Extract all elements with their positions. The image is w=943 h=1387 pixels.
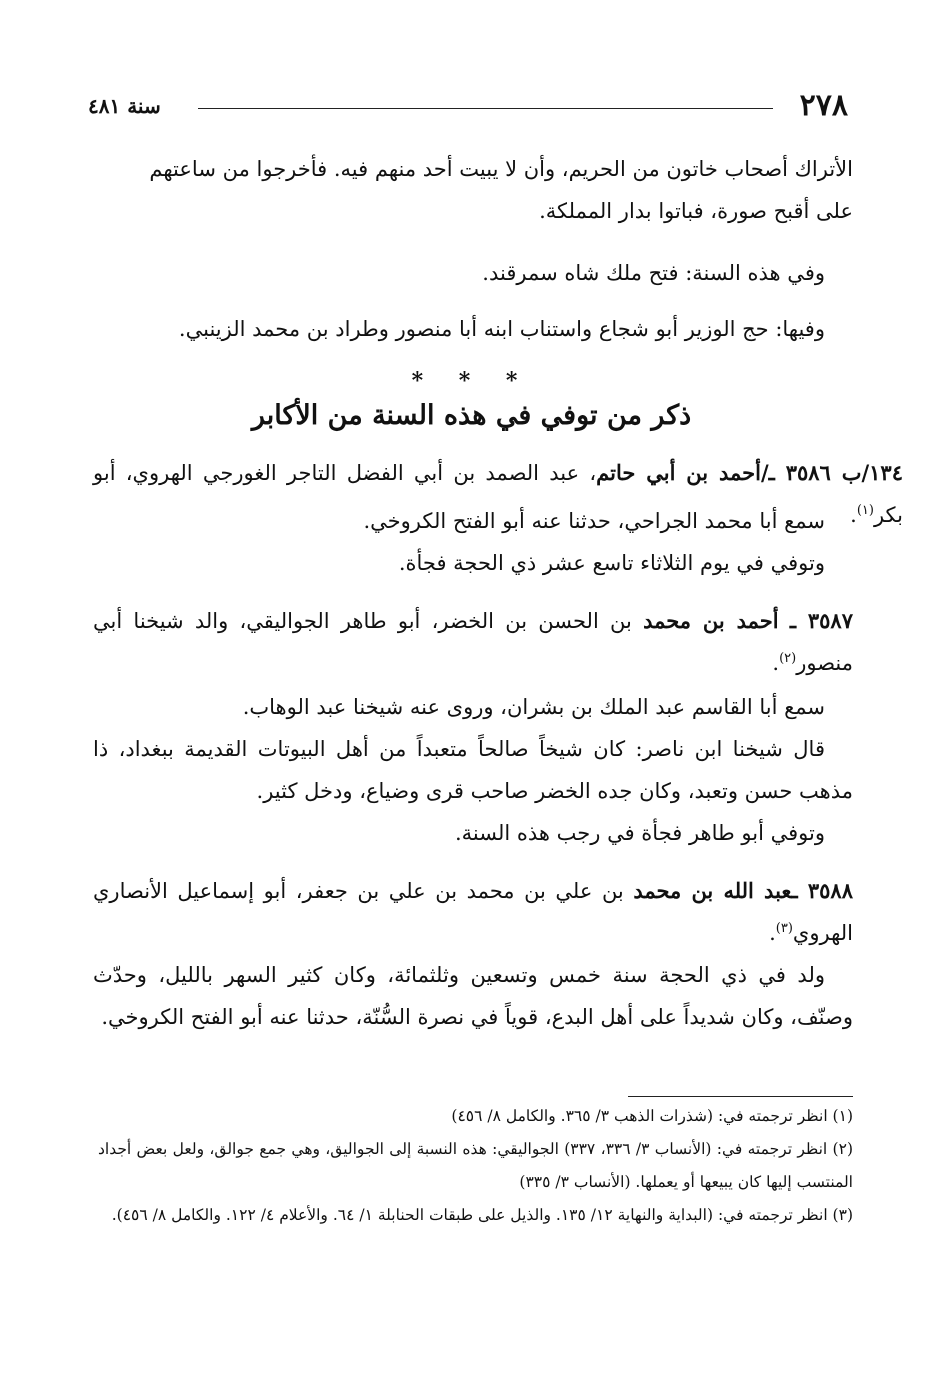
footnote-ref: (٢) xyxy=(779,651,797,666)
entry-3588 xyxy=(93,870,853,954)
entry-heading: ٣٥٨٧ ـ أحمد بن محمد بن الحسن بن الخضر، أبو طاهر الجواليقي، والد شيخنا أبي منصور$^{(٢)}$. xyxy=(93,608,853,675)
entry-3588-body xyxy=(93,954,853,1038)
section-title: ذكر من توفي في هذه السنة من الأكابر xyxy=(251,400,692,431)
intro-line-1: الأتراك أصحاب خاتون من الحريم، وأن لا يبيت أحد منهم فيه. فأخرجوا من ساعتهم xyxy=(149,157,853,181)
intro-paragraph xyxy=(93,148,853,232)
running-header xyxy=(88,88,848,128)
entry-paragraph: ولد في ذي الحجة سنة خمس وتسعين وثلثمائة، وكان كثير السهر بالليل، وحدّث وصنّف، وكان شديداً على أهل البدع، قوياً في نصرة السُّنّة، حدثنا عنه أبو الفتح الكروخي. xyxy=(93,963,853,1029)
entry-name: أحمد بن أبي حاتم xyxy=(596,460,761,485)
intro-p2: وفي هذه السنة: فتح ملك شاه سمرقند. xyxy=(482,261,825,285)
entry-paragraph: سمع أبا محمد الجراحي، حدثنا عنه أبو الفتح الكروخي. xyxy=(363,509,825,533)
entry-heading: ٣٥٨٨ ـعبد الله بن محمد بن علي بن محمد بن علي بن جعفر، أبو إسماعيل الأنصاري الهروي$^{(٣)}$. xyxy=(93,878,853,945)
entry-number: ٣٥٨٨ ـ xyxy=(791,878,853,903)
footnote-1: (١) انظر ترجمته في: (شذرات الذهب ٣/ ٣٦٥. والكامل ٨/ ٤٥٦) xyxy=(451,1107,853,1125)
entry-name: عبد الله بن محمد xyxy=(633,878,792,903)
intro-p3: وفيها: حج الوزير أبو شجاع واستناب ابنه أبا منصور وطراد بن محمد الزينبي. xyxy=(178,317,825,341)
page-number: ٢٧٨ xyxy=(799,88,848,123)
entry-heading: ١٣٤/ب ٣٥٨٦ ـ/أحمد بن أبي حاتم، عبد الصمد بن أبي الفضل التاجر الغورجي الهروي، أبو بكر$^{(١)}$. xyxy=(93,460,903,527)
entry-lineage: ، عبد الصمد بن أبي الفضل التاجر الغورجي الهروي، أبو بكر xyxy=(93,461,903,527)
entry-name: أحمد بن محمد xyxy=(643,608,779,633)
entry-3587 xyxy=(93,600,853,728)
intro-paragraph-2 xyxy=(93,252,853,294)
intro-line-2: على أقبح صورة، فباتوا بدار المملكة. xyxy=(539,199,853,223)
year-label: سنة ٤٨١ xyxy=(88,94,161,118)
entry-lineage: بن الحسن بن الخضر، أبو طاهر الجواليقي، والد شيخنا أبي منصور xyxy=(93,609,853,675)
entry-number: ٣٥٨٧ ـ xyxy=(789,608,853,633)
footnote-ref: (١) xyxy=(856,503,874,518)
entry-3587-body xyxy=(93,728,853,854)
entry-paragraph: وتوفي أبو طاهر فجأة في رجب هذه السنة. xyxy=(454,821,825,845)
entry-3586-body xyxy=(93,500,853,584)
footnote-3: (٣) انظر ترجمته في: (البداية والنهاية ١٢/ ١٣٥. والذيل على طبقات الحنابلة ١/ ٦٤. والأعلام ٤/ ١٢٢. والكامل ٨/ ٤٥٦). xyxy=(111,1206,853,1224)
entry-paragraph: قال شيخنا ابن ناصر: كان شيخاً صالحاً متعبداً من أهل البيوتات القديمة ببغداد، ذا مذهب حسن وتعبد، وكان جده الخضر صاحب قرى وضياع، ودخل كثير. xyxy=(93,737,853,803)
entry-paragraph: سمع أبا القاسم عبد الملك بن بشران، وروى عنه شيخنا عبد الوهاب. xyxy=(242,695,825,719)
intro-paragraph-3 xyxy=(93,308,853,350)
header-rule xyxy=(198,108,773,109)
entry-number: ١٣٤/ب ٣٥٨٦ ـ/ xyxy=(761,460,903,485)
footnotes xyxy=(98,1100,853,1232)
footnote-rule xyxy=(628,1096,853,1097)
section-separator: * * * xyxy=(411,368,532,394)
footnote-2: (٢) انظر ترجمته في: (الأنساب ٣/ ٣٣٦، ٣٣٧) الجواليقي: هذه النسبة إلى الجواليق، وهي جمع جوالق، ولعل بعض أجداد المنتسب إليها كان يبيعها أو يعملها. (الأنساب ٣/ ٣٣٥) xyxy=(98,1140,853,1191)
entry-lineage: بن علي بن محمد بن علي بن جعفر، أبو إسماعيل الأنصاري الهروي xyxy=(93,879,853,945)
footnote-ref: (٣) xyxy=(775,921,793,936)
entry-paragraph: وتوفي في يوم الثلاثاء تاسع عشر ذي الحجة فجأة. xyxy=(398,551,825,575)
